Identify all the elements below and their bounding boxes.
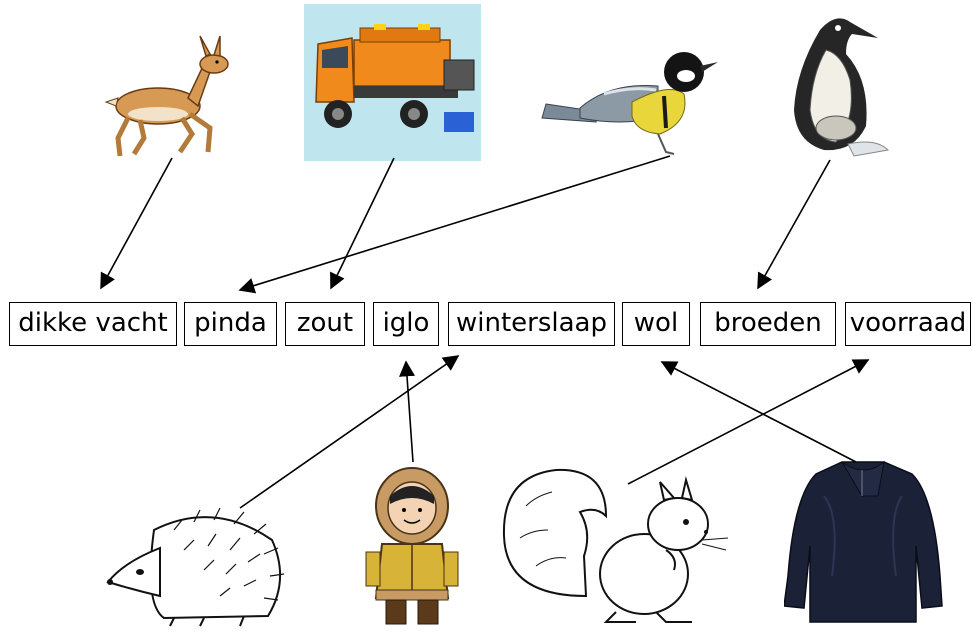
salt-truck-icon <box>304 4 481 161</box>
word-voorraad: voorraad <box>845 302 971 346</box>
sweater-icon <box>784 456 944 628</box>
word-winterslaap: winterslaap <box>448 302 615 346</box>
word-wol: wol <box>622 302 690 346</box>
word-pinda: pinda <box>184 302 277 346</box>
eskimo-icon <box>362 466 462 628</box>
arrow-eskimo-to-iglo <box>406 362 413 462</box>
word-dikke-vacht: dikke vacht <box>9 302 177 346</box>
arrow-bird-to-pinda <box>240 156 670 290</box>
arrow-deer-to-dikke-vacht <box>101 158 172 288</box>
word-iglo: iglo <box>373 302 439 346</box>
arrow-penguin-to-broeden <box>758 160 830 288</box>
word-zout: zout <box>285 302 365 346</box>
great-tit-icon <box>540 42 720 157</box>
word-broeden: broeden <box>700 302 836 346</box>
deer-icon <box>100 28 245 160</box>
arrow-truck-to-zout <box>331 158 394 288</box>
squirrel-icon <box>496 446 732 628</box>
penguin-icon <box>780 10 900 160</box>
hedgehog-icon <box>104 500 289 628</box>
